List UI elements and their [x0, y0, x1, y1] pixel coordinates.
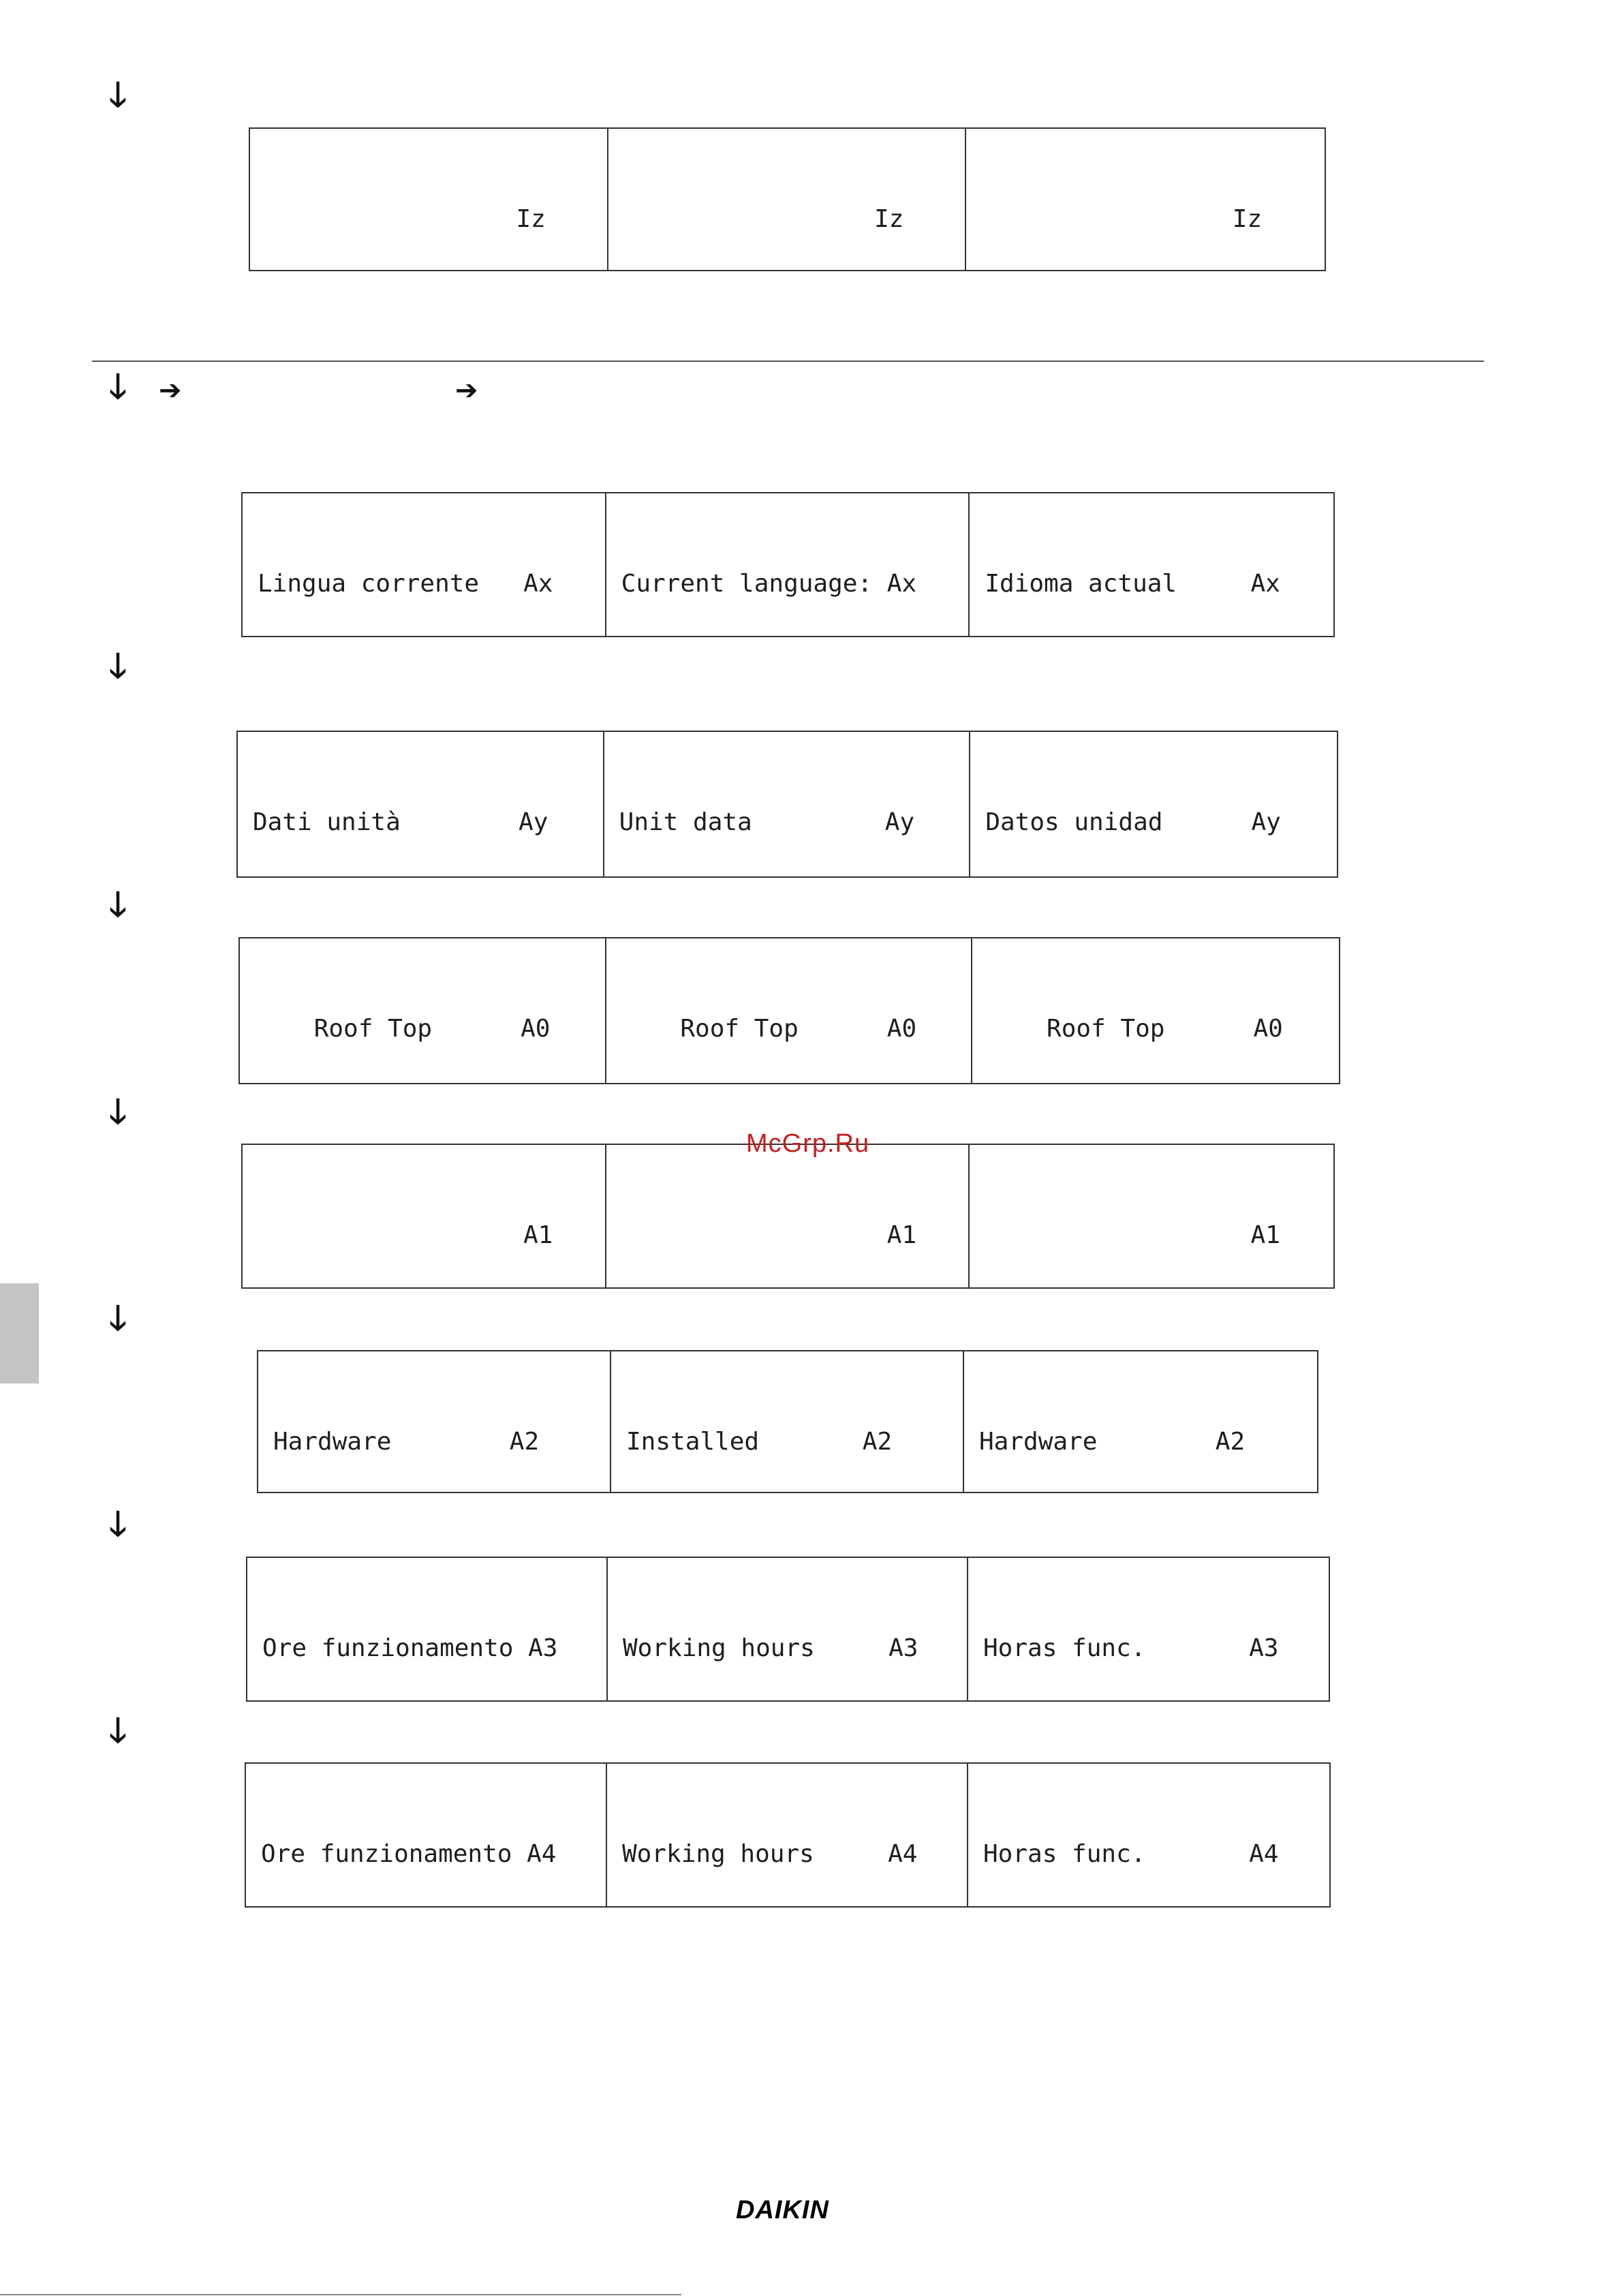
- right-arrow-icon: ➔: [159, 375, 182, 406]
- side-tab-marker: [0, 1283, 39, 1383]
- display-line: Roof Top A0: [255, 1015, 551, 1043]
- panel-column-spanish: [970, 493, 1333, 636]
- panel-column-english: [607, 1764, 968, 1906]
- panel-column-english: [606, 938, 973, 1083]
- panel-column-spanish: [968, 1764, 1329, 1906]
- panel-column-english: [604, 732, 971, 876]
- panel-a1: [241, 1144, 1335, 1289]
- display-line: Ore funzionamento A4: [261, 1840, 557, 1868]
- panel-column-english: [606, 493, 970, 636]
- display-line: Current language: Ax: [621, 570, 917, 598]
- panel-column-spanish: [970, 732, 1337, 876]
- panel-column-spanish: [972, 938, 1339, 1083]
- display-line: Lingua corrente Ax: [258, 570, 553, 598]
- down-arrow-icon: 🡓: [109, 75, 127, 114]
- down-arrow-icon: 🡓: [109, 1711, 127, 1750]
- display-line: Installed A2: [626, 1428, 893, 1456]
- panel-a3: [246, 1557, 1330, 1702]
- display-line: Horas func. A4: [983, 1840, 1279, 1868]
- section-divider: [92, 361, 1484, 362]
- panel-column-italian: [247, 1558, 608, 1700]
- display-line: Idioma actual Ax: [985, 570, 1280, 598]
- panel-column-italian: [246, 1764, 607, 1906]
- panel-ax: [241, 492, 1335, 637]
- panel-ay: [236, 731, 1338, 878]
- panel-iz: [249, 127, 1326, 271]
- display-line: Iz: [981, 205, 1263, 233]
- display-line: Working hours A3: [623, 1634, 918, 1662]
- panel-column-spanish: [970, 1145, 1333, 1287]
- watermark: McGrp.Ru: [746, 1129, 870, 1158]
- display-line: Iz: [623, 205, 904, 233]
- right-arrow-icon: ➔: [455, 375, 478, 406]
- panel-a2: [257, 1350, 1318, 1493]
- panel-a4: [245, 1762, 1331, 1908]
- brand-logo: DAIKIN: [736, 2196, 829, 2224]
- down-arrow-icon: 🡓: [109, 885, 127, 924]
- display-line: Ore funzionamento A3: [262, 1634, 558, 1662]
- display-line: A1: [621, 1221, 917, 1249]
- panel-column-italian: [258, 1351, 611, 1492]
- footer-divider: [0, 2294, 681, 2295]
- panel-column-italian: [250, 129, 608, 270]
- display-line: Hardware A2: [273, 1428, 540, 1456]
- panel-column-spanish: [968, 1558, 1329, 1700]
- display-line: Unit data Ay: [619, 808, 915, 836]
- display-line: A1: [985, 1221, 1280, 1249]
- down-arrow-icon: 🡓: [109, 1298, 127, 1338]
- panel-column-english: [608, 1558, 968, 1700]
- down-arrow-icon: 🡓: [109, 1092, 127, 1131]
- display-line: A1: [258, 1221, 553, 1249]
- display-line: Horas func. A3: [983, 1634, 1279, 1662]
- panel-column-english: [611, 1351, 964, 1492]
- display-line: Datos unidad Ay: [985, 808, 1281, 836]
- panel-column-english: [606, 1145, 970, 1287]
- panel-a0: [238, 937, 1340, 1084]
- display-line: Hardware A2: [979, 1428, 1246, 1456]
- panel-column-spanish: [966, 129, 1325, 270]
- display-line: Roof Top A0: [987, 1015, 1283, 1043]
- panel-column-italian: [240, 938, 606, 1083]
- down-arrow-icon: 🡓: [109, 1504, 127, 1544]
- panel-column-italian: [238, 732, 604, 876]
- down-arrow-icon: 🡓: [109, 367, 127, 406]
- panel-column-italian: [243, 1145, 606, 1287]
- display-line: Working hours A4: [622, 1840, 918, 1868]
- panel-column-english: [608, 129, 967, 270]
- panel-column-italian: [243, 493, 606, 636]
- panel-column-spanish: [964, 1351, 1317, 1492]
- down-arrow-icon: 🡓: [109, 646, 127, 686]
- display-line: Iz: [265, 205, 546, 233]
- display-line: Dati unità Ay: [253, 808, 548, 836]
- display-line: Roof Top A0: [621, 1015, 917, 1043]
